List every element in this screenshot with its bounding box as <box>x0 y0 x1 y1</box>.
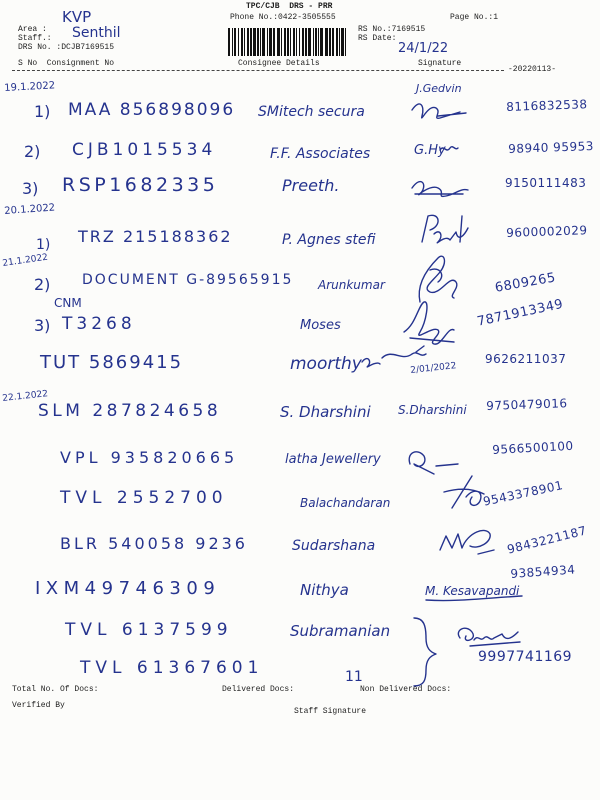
staff-value: Senthil <box>72 25 121 41</box>
consignment-number: T3268 <box>62 314 136 334</box>
phone-number: 9750479016 <box>485 396 568 413</box>
signature-scribble-row-4 <box>422 215 468 243</box>
phone-number: 9997741169 <box>478 649 573 665</box>
rs-date-value: 24/1/22 <box>398 41 449 56</box>
barcode-bar <box>336 28 338 56</box>
barcode-bar <box>329 28 331 56</box>
staff-signature-label: Staff Signature <box>294 707 367 716</box>
barcode-bar <box>320 28 323 56</box>
barcode-bar <box>238 28 239 56</box>
area-label: Area : <box>18 25 47 34</box>
consignment-number: TVL 2552700 <box>60 488 228 508</box>
consignment-number: DOCUMENT G-89565915 <box>82 272 294 288</box>
area-value: KVP <box>62 8 92 26</box>
phone-number: 9150111483 <box>505 176 587 190</box>
consignee-name: SMitech secura <box>258 104 365 120</box>
barcode <box>228 28 352 56</box>
signature-scribble-row-10 <box>444 476 484 508</box>
signature-scribble-row-13 <box>458 628 520 646</box>
consignee-name: Preeth. <box>282 176 340 195</box>
verified-by-label: Verified By <box>12 701 65 710</box>
ditto-brace <box>414 618 436 686</box>
staff-label: Staff.: <box>18 34 52 43</box>
phone-number: 93854934 <box>509 562 576 581</box>
barcode-bar <box>315 28 317 56</box>
serial-number: 1) <box>36 237 51 253</box>
barcode-bar <box>281 28 282 56</box>
date-marker: 22.1.2022 <box>1 389 49 404</box>
signature-scribble-row-7 <box>362 346 426 367</box>
consignment-number: CJB1015534 <box>72 140 217 160</box>
barcode-bar <box>253 28 256 56</box>
consignee-name: Nithya <box>300 581 349 599</box>
barcode-bar <box>313 28 314 56</box>
consignment-number: IXM49746309 <box>35 578 221 599</box>
phone-number: 9626211037 <box>485 352 567 366</box>
consignee-name: Arunkumar <box>318 278 385 292</box>
phone-number: 9543378901 <box>481 478 565 509</box>
barcode-bar <box>290 28 291 56</box>
signature-scribble-row-11 <box>440 530 494 554</box>
barcode-bar <box>339 28 340 56</box>
barcode-bar <box>296 28 297 56</box>
route-note: CNM <box>54 296 82 310</box>
sheet-title: TPC/CJB DRS - PRR <box>246 2 333 11</box>
office-phone: Phone No.:0422-3505555 <box>230 13 336 22</box>
serial-number: 2) <box>24 142 41 161</box>
barcode-bar <box>332 28 334 56</box>
consignment-number: VPL 935820665 <box>60 448 239 467</box>
barcode-bar <box>308 28 311 56</box>
consignment-number: TRZ 215188362 <box>78 227 233 246</box>
consignment-number: MAA 856898096 <box>68 100 236 120</box>
consignment-number: TVL 61367601 <box>80 658 264 678</box>
signature-text: G.Hy <box>414 143 446 158</box>
serial-number: 1) <box>34 102 51 121</box>
barcode-bar <box>241 28 243 56</box>
ditto-mark: 11 <box>345 669 363 685</box>
serial-number: 2) <box>34 275 51 294</box>
barcode-bar <box>244 28 245 56</box>
barcode-bar <box>277 28 280 56</box>
barcode-bar <box>341 28 344 56</box>
consignee-name: Subramanian <box>290 622 391 640</box>
barcode-bar <box>232 28 233 56</box>
phone-number: 9843221187 <box>505 523 589 557</box>
signature-text: S.Dharshini <box>398 403 467 417</box>
consignee-name: moorthy <box>290 354 362 374</box>
phone-number: 9600002029 <box>505 223 588 240</box>
signature-scribble-row-1 <box>412 104 466 118</box>
date-marker: 19.1.2022 <box>3 80 56 94</box>
barcode-bar <box>247 28 249 56</box>
barcode-bar <box>305 28 307 56</box>
signature-scribble-row-9 <box>409 452 458 474</box>
barcode-bar <box>318 28 319 56</box>
column-header-consignment: S No Consignment No <box>18 59 115 68</box>
consignee-name: S. Dharshini <box>280 403 371 421</box>
barcode-bar <box>262 28 265 56</box>
rs-date-label: RS Date: <box>358 34 397 43</box>
barcode-bar <box>302 28 304 56</box>
column-header-signature: Signature <box>418 59 462 68</box>
consignee-name: Sudarshana <box>292 538 376 554</box>
barcode-bar <box>269 28 272 56</box>
signature-text: J.Gedvin <box>416 82 462 95</box>
consignment-number: RSP1682335 <box>62 174 219 196</box>
signature-text: M. Kesavapandi <box>425 584 520 598</box>
barcode-bar <box>284 28 286 56</box>
barcode-bar <box>293 28 295 56</box>
consignee-name: F.F. Associates <box>270 146 371 162</box>
consignee-name: latha Jewellery <box>285 452 381 467</box>
phone-number: 7871913349 <box>475 296 565 330</box>
date-marker: 20.1.2022 <box>3 202 56 217</box>
consignment-number: BLR 540058 9236 <box>60 534 248 553</box>
header-divider <box>12 70 504 71</box>
barcode-bar <box>267 28 268 56</box>
print-code: -20220113- <box>508 65 557 74</box>
page-number: Page No.:1 <box>450 13 499 22</box>
consignment-number: SLM 287824658 <box>38 401 222 421</box>
total-docs-label: Total No. Of Docs: <box>12 685 99 694</box>
rs-number: RS No.:7169515 <box>358 25 426 34</box>
barcode-bar <box>345 28 346 56</box>
signature-date: 2/01/2022 <box>409 361 457 376</box>
signature-scribble-row-6 <box>404 302 454 344</box>
signature-scribble-row-3 <box>412 182 468 197</box>
consignee-name: Moses <box>300 318 341 333</box>
non-delivered-docs-label: Non Delivered Docs: <box>360 685 452 694</box>
date-marker: 21.1.2022 <box>1 252 49 269</box>
barcode-bar <box>273 28 275 56</box>
barcode-bar <box>260 28 261 56</box>
barcode-bar <box>299 28 300 56</box>
serial-number: 3) <box>34 316 51 335</box>
barcode-bar <box>250 28 252 56</box>
barcode-bar <box>228 28 230 56</box>
column-header-consignee: Consignee Details <box>238 59 320 68</box>
phone-number: 8116832538 <box>505 97 588 114</box>
barcode-bar <box>234 28 236 56</box>
signature-scribble-row-5 <box>419 256 457 302</box>
drs-number: DRS No. :DCJB7169515 <box>18 43 115 52</box>
phone-number: 9566500100 <box>491 438 574 457</box>
consignment-number: TUT 5869415 <box>40 352 184 373</box>
delivered-docs-label: Delivered Docs: <box>222 685 295 694</box>
serial-number: 3) <box>22 179 39 198</box>
consignee-name: Balachandaran <box>300 496 391 510</box>
consignment-number: TVL 6137599 <box>65 620 233 640</box>
barcode-bar <box>257 28 259 56</box>
consignee-name: P. Agnes stefi <box>282 232 376 248</box>
barcode-bar <box>325 28 328 56</box>
barcode-bar <box>287 28 289 56</box>
phone-number: 6809265 <box>493 270 557 296</box>
phone-number: 98940 95953 <box>507 139 595 156</box>
